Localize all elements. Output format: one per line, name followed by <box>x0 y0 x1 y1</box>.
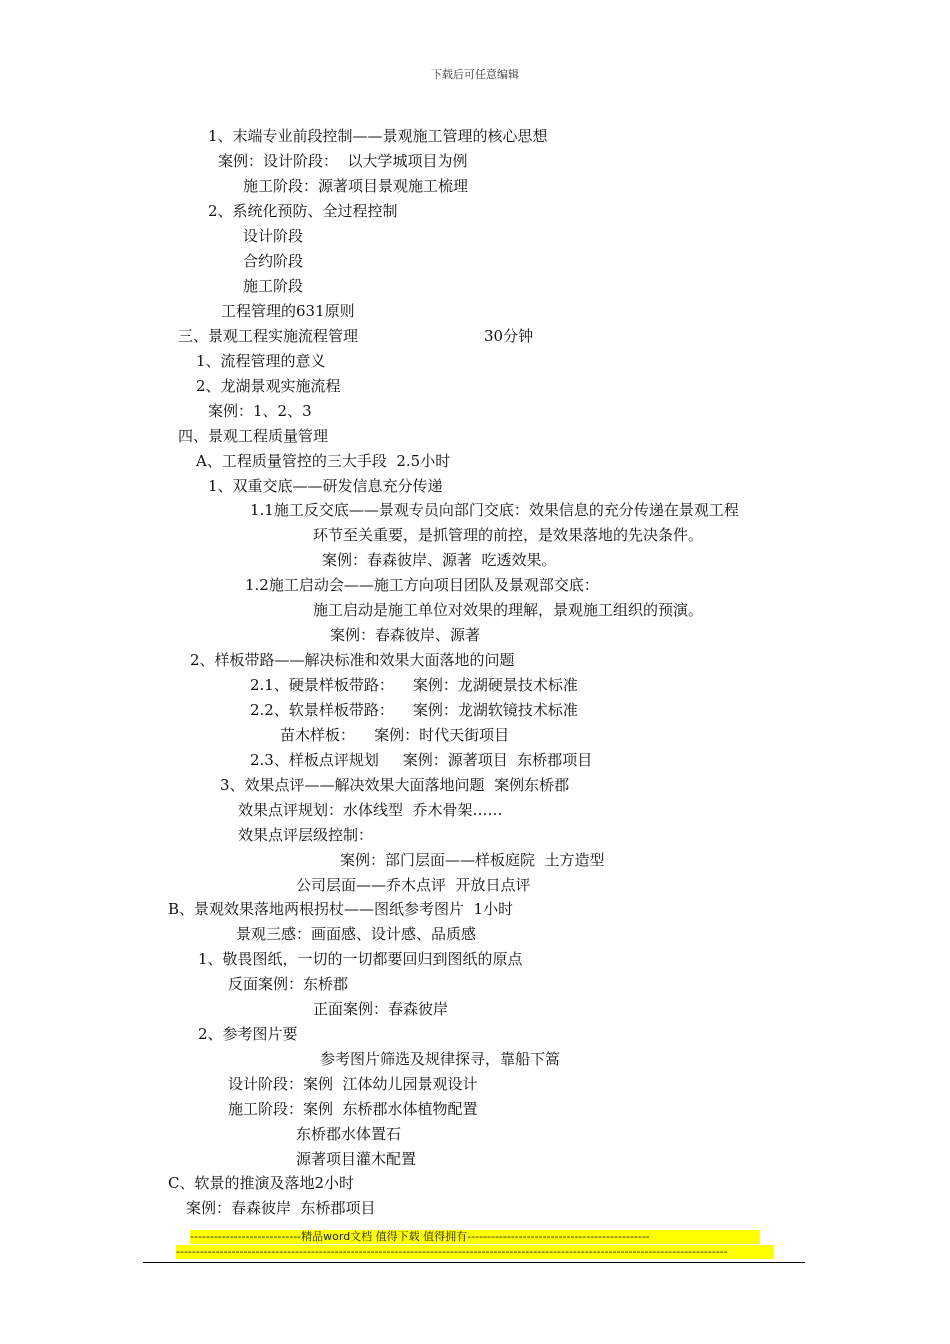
text-line: 1、双重交底——研发信息充分传递 <box>208 477 443 495</box>
text-line: 苗木样板： 案例：时代天街项目 <box>280 726 510 744</box>
text-line: 合约阶段 <box>243 252 304 270</box>
footer-banner-line-1: ----------------------------精品word文档 值得下载 值得拥有---------------------------------------------- <box>190 1230 760 1244</box>
text-line: 反面案例：东桥郡 <box>228 975 349 993</box>
text-line: 景观三感：画面感、设计感、品质感 <box>236 925 477 943</box>
text-line: 2、参考图片要 <box>198 1025 298 1043</box>
text-line: 2.2、软景样板带路： 案例：龙湖软镜技术标准 <box>250 701 578 719</box>
text-line: 源著项目灌木配置 <box>296 1150 417 1168</box>
text-line: 环节至关重要，是抓管理的前控，是效果落地的先决条件。 <box>313 526 704 544</box>
text-line: 效果点评层级控制： <box>238 826 374 844</box>
page-header: 下载后可任意编辑 <box>431 68 519 81</box>
text-line: 案例：1、2、3 <box>208 402 312 420</box>
text-line: 案例：部门层面——样板庭院 土方造型 <box>340 851 605 869</box>
text-line: 施工阶段 <box>243 277 304 295</box>
text-line: A、工程质量管控的三大手段 2.5小时 <box>196 452 451 470</box>
text-line: 1、末端专业前段控制——景观施工管理的核心思想 <box>208 127 548 145</box>
text-line: 2.1、硬景样板带路： 案例：龙湖硬景技术标准 <box>250 676 578 694</box>
footer-banner-line-2: ------------------------------------------------------------------------------------------------------------------------------------------- <box>176 1245 774 1259</box>
text-line: 参考图片筛选及规律探寻，靠船下篙 <box>320 1050 561 1068</box>
text-line: C、软景的推演及落地2小时 <box>168 1174 355 1192</box>
footer-divider <box>143 1262 805 1263</box>
text-line: 四、景观工程质量管理 <box>178 427 329 445</box>
text-line: 30分钟 <box>484 327 534 345</box>
text-line: 东桥郡水体置石 <box>296 1125 402 1143</box>
text-line: 2.3、样板点评规划 案例：源著项目 东桥郡项目 <box>250 751 593 769</box>
text-line: 案例：春森彼岸、源著 吃透效果。 <box>322 551 557 569</box>
text-line: 公司层面——乔木点评 开放日点评 <box>296 876 531 894</box>
text-line: 3、效果点评——解决效果大面落地问题 案例东桥郡 <box>220 776 570 794</box>
text-line: 设计阶段：案例 江体幼儿园景观设计 <box>228 1075 478 1093</box>
text-line: 施工阶段：源著项目景观施工梳理 <box>243 177 469 195</box>
text-line: 案例：春森彼岸 东桥郡项目 <box>186 1199 376 1217</box>
text-line: 1、敬畏图纸，一切的一切都要回归到图纸的原点 <box>198 950 523 968</box>
text-line: 效果点评规划：水体线型 乔木骨架…… <box>238 801 503 819</box>
text-line: 2、龙湖景观实施流程 <box>196 377 341 395</box>
text-line: 2、样板带路——解决标准和效果大面落地的问题 <box>190 651 515 669</box>
text-line: 正面案例：春森彼岸 <box>313 1000 449 1018</box>
text-line: 1.2施工启动会——施工方向项目团队及景观部交底： <box>245 576 599 594</box>
text-line: 施工阶段：案例 东桥郡水体植物配置 <box>228 1100 478 1118</box>
text-line: B、景观效果落地两根拐杖——图纸参考图片 1小时 <box>168 900 514 918</box>
text-line: 1.1施工反交底——景观专员向部门交底：效果信息的充分传递在景观工程 <box>250 501 739 519</box>
text-line: 1、流程管理的意义 <box>196 352 326 370</box>
text-line: 设计阶段 <box>243 227 304 245</box>
text-line: 案例：设计阶段： 以大学城项目为例 <box>218 152 468 170</box>
text-line: 施工启动是施工单位对效果的理解，景观施工组织的预演。 <box>313 601 704 619</box>
text-line: 2、系统化预防、全过程控制 <box>208 202 398 220</box>
text-line: 案例：春森彼岸、源著 <box>330 626 481 644</box>
text-line: 三、景观工程实施流程管理 <box>178 327 359 345</box>
text-line: 工程管理的631原则 <box>221 302 355 320</box>
